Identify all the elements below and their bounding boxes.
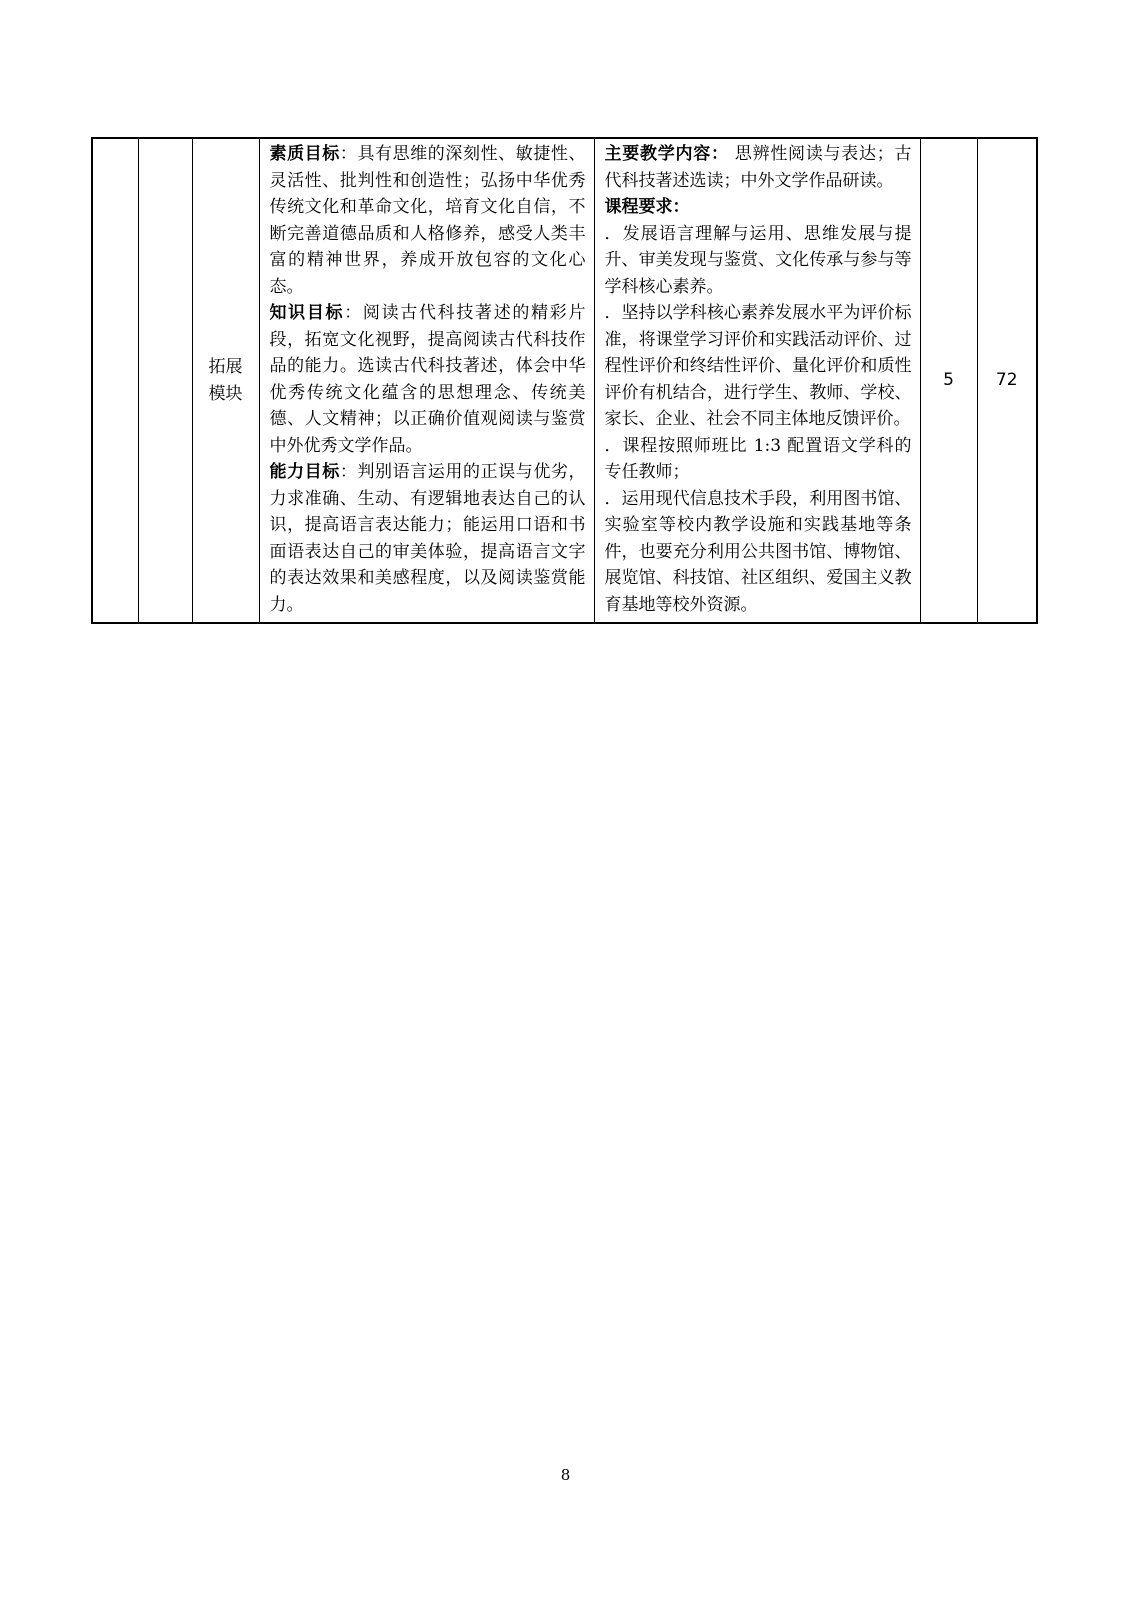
- hours-value: 72: [995, 370, 1018, 391]
- requirement-item: ．课程按照师班比 1:3 配置语文学科的专任教师；: [604, 435, 912, 482]
- goal-text: ：判别语言运用的正误与优劣，力求准确、生动、有逻辑地表达自己的认识，提高语言表达能力；能运用口语和书面语表达自己的审美体验，提高语言文字的表达效果和美感程度，以及阅读鉴赏能力。: [269, 462, 586, 615]
- goal-knowledge: [270, 300, 586, 459]
- main-content: [605, 141, 912, 194]
- requirement-item: ．发展语言理解与运用、思维发展与提升、审美发现与鉴赏、文化传承与参与等学科核心素养。: [604, 223, 912, 297]
- module-cell: [192, 138, 259, 623]
- requirement-item: ．运用现代信息技术手段，利用图书馆、实验室等校内教学设施和实践基地等条件，也要充分利用公共图书馆、博物馆、展览馆、科技馆、社区组织、爱国主义教育基地等校外资源。: [604, 488, 912, 615]
- goal-text: ：具有思维的深刻性、敏捷性、灵活性、批判性和创造性；弘扬中华优秀传统文化和革命文化，培育文化自信，不断完善道德品质和人格修养，感受人类丰富的精神世界，养成开放包容的文化心态。: [269, 144, 586, 297]
- goal-label: 能力目标: [269, 462, 340, 482]
- requirements-heading: [605, 194, 912, 221]
- main-content-text: 思辨性阅读与表达；古代科技著述选读；中外文学作品研读。: [604, 144, 912, 191]
- table-row: [92, 138, 1037, 623]
- empty-cell: [92, 138, 138, 623]
- course-table: [91, 137, 1038, 624]
- requirements-label: 课程要求：: [604, 197, 690, 217]
- goal-label: 知识目标: [269, 303, 345, 323]
- hours-cell: [977, 138, 1037, 623]
- page-number: 8: [560, 1466, 571, 1484]
- credits-cell: [920, 138, 977, 623]
- goal-ability: [270, 459, 586, 618]
- empty-cell: [138, 138, 192, 623]
- goals-cell: [259, 138, 594, 623]
- goal-quality: [270, 141, 586, 300]
- content-cell: [594, 138, 920, 623]
- main-content-label: 主要教学内容：: [604, 144, 729, 164]
- goal-text: ：阅读古代科技著述的精彩片段，拓宽文化视野，提高阅读古代科技作品的能力。选读古代科技著述，体会中华优秀传统文化蕴含的思想理念、传统美德、人文精神；以正确价值观阅读与鉴赏中外优秀文学作品。: [269, 303, 586, 456]
- goal-label: 素质目标: [269, 144, 340, 164]
- credits-value: 5: [943, 370, 954, 391]
- requirement-item: ．坚持以学科核心素养发展水平为评价标准，将课堂学习评价和实践活动评价、过程性评价和终结性评价、量化评价和质性评价有机结合，进行学生、教师、学校、家长、企业、社会不同主体地反馈评价。: [604, 303, 912, 429]
- module-name: 拓展 模块: [208, 357, 243, 404]
